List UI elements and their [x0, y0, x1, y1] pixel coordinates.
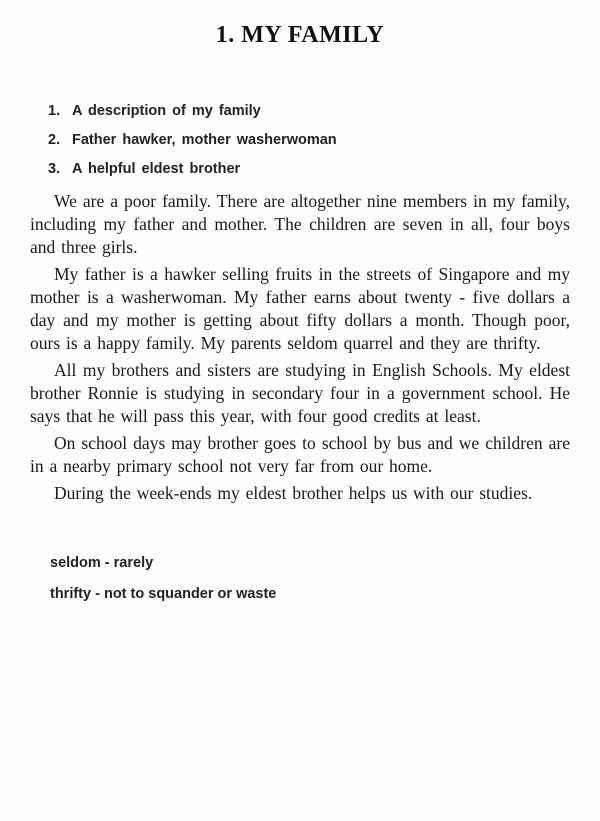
vocabulary-item: seldom - rarely	[50, 555, 154, 571]
body-paragraph: We are a poor family. There are altogether nine members in my family, including my father and mother. The children are seven in all, four boys and three girls.	[30, 191, 570, 257]
outline-item	[48, 132, 570, 148]
vocabulary-item: thrifty - not to squander or waste	[50, 586, 277, 602]
outline-item-number: 2.	[48, 132, 61, 148]
outline-item	[48, 103, 570, 119]
vocabulary-notes	[50, 555, 570, 602]
outline-item	[48, 161, 570, 177]
outline-item-number: 1.	[48, 103, 61, 119]
body-paragraph: All my brothers and sisters are studying in English Schools. My eldest brother Ronnie is studying in secondary four in a government school. He says that he will pass this year, with four good credits at least.	[30, 360, 570, 426]
outline-list	[48, 103, 570, 177]
essay-body	[30, 190, 570, 505]
body-paragraph: My father is a hawker selling fruits in the streets of Singapore and my mother is a washerwoman. My father earns about twenty - five dollars a day and my mother is getting about fifty dollars a month. Though poor, ours is a happy family. My parents seldom quarrel and they are thrifty.	[30, 264, 570, 353]
body-paragraph: On school days may brother goes to school by bus and we children are in a nearby primary school not very far from our home.	[30, 433, 570, 476]
outline-item-text: A description of my family	[72, 103, 261, 119]
outline-item-number: 3.	[48, 161, 61, 177]
page-title: 1. MY FAMILY	[215, 22, 385, 48]
outline-item-text: A helpful eldest brother	[72, 161, 241, 177]
body-paragraph: During the week-ends my eldest brother helps us with our studies.	[54, 483, 533, 503]
outline-item-text: Father hawker, mother washerwoman	[72, 132, 337, 148]
